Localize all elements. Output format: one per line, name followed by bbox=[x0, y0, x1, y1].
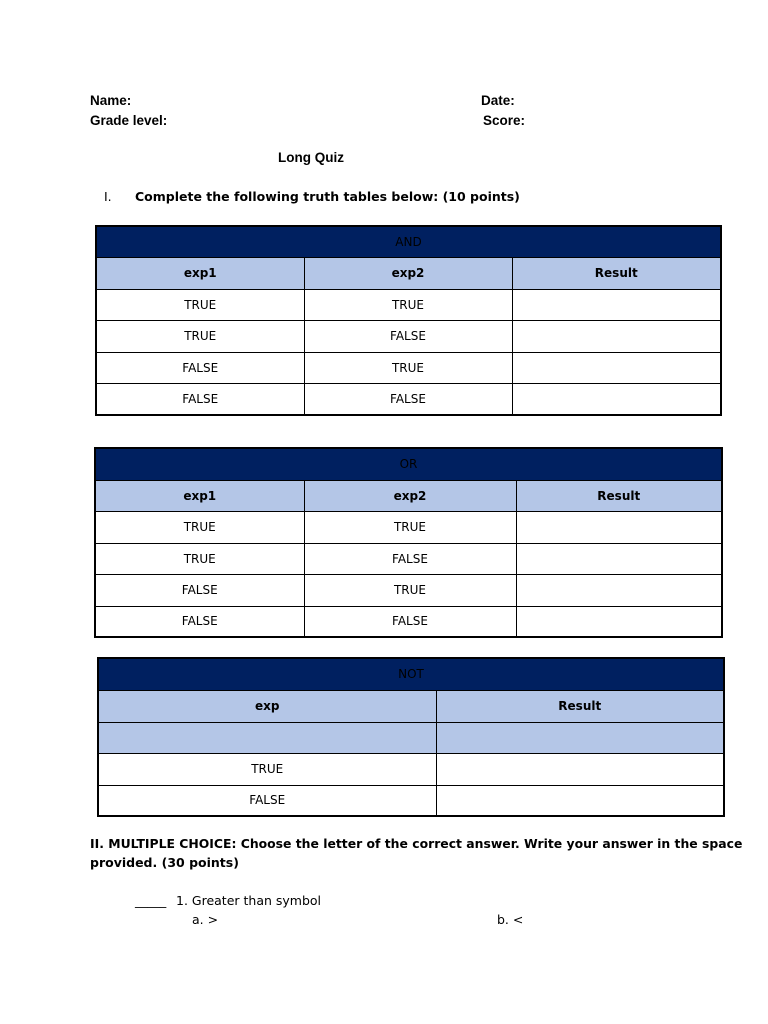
and-header-result: Result bbox=[512, 257, 721, 289]
or-row4-exp2: FALSE bbox=[304, 606, 516, 637]
and-row2-exp2: FALSE bbox=[304, 320, 512, 352]
and-row2-result[interactable] bbox=[512, 320, 721, 352]
and-header-exp1: exp1 bbox=[96, 257, 304, 289]
or-row1-exp2: TRUE bbox=[304, 511, 516, 543]
not-header-exp: exp bbox=[98, 690, 436, 722]
or-header-exp2: exp2 bbox=[304, 480, 516, 511]
or-header-result: Result bbox=[516, 480, 722, 511]
or-header-exp1: exp1 bbox=[95, 480, 304, 511]
question-1-text: 1. Greater than symbol bbox=[176, 893, 322, 908]
not-row3-exp: FALSE bbox=[98, 785, 436, 816]
and-row4-exp1: FALSE bbox=[96, 383, 304, 415]
grade-level-label: Grade level: bbox=[90, 113, 168, 128]
section-2-instruction-line2: provided. (30 points) bbox=[90, 855, 239, 870]
or-row4-result[interactable] bbox=[516, 606, 722, 637]
and-row2-exp1: TRUE bbox=[96, 320, 304, 352]
section-1-number: I. bbox=[104, 189, 112, 204]
not-header-result: Result bbox=[436, 690, 724, 722]
or-row1-exp1: TRUE bbox=[95, 511, 304, 543]
question-1-option-a: a. > bbox=[192, 912, 219, 927]
not-row2-result[interactable] bbox=[436, 753, 724, 785]
section-2-instruction-line1: II. MULTIPLE CHOICE: Choose the letter of the correct answer. Write your answer in the space bbox=[90, 836, 743, 851]
not-row3-result[interactable] bbox=[436, 785, 724, 816]
or-row4-exp1: FALSE bbox=[95, 606, 304, 637]
and-row1-result[interactable] bbox=[512, 289, 721, 320]
section-1-instruction: Complete the following truth tables below: (10 points) bbox=[135, 189, 520, 204]
or-table-title: OR bbox=[95, 448, 722, 480]
and-header-exp2: exp2 bbox=[304, 257, 512, 289]
and-row3-exp2: TRUE bbox=[304, 352, 512, 383]
name-label: Name: bbox=[90, 93, 132, 108]
and-row1-exp2: TRUE bbox=[304, 289, 512, 320]
or-row3-exp2: TRUE bbox=[304, 574, 516, 606]
or-row3-exp1: FALSE bbox=[95, 574, 304, 606]
and-truth-table bbox=[95, 225, 722, 416]
not-row1-result bbox=[436, 722, 724, 753]
and-row3-result[interactable] bbox=[512, 352, 721, 383]
date-label: Date: bbox=[481, 93, 515, 108]
not-truth-table bbox=[97, 657, 725, 817]
or-truth-table bbox=[94, 447, 723, 638]
score-label: Score: bbox=[483, 113, 526, 128]
question-1-answer-blank[interactable]: _____ bbox=[135, 893, 167, 908]
question-1-option-b: b. < bbox=[497, 912, 524, 927]
or-row3-result[interactable] bbox=[516, 574, 722, 606]
not-row2-exp: TRUE bbox=[98, 753, 436, 785]
and-row4-result[interactable] bbox=[512, 383, 721, 415]
and-row4-exp2: FALSE bbox=[304, 383, 512, 415]
or-row2-result[interactable] bbox=[516, 543, 722, 574]
and-row3-exp1: FALSE bbox=[96, 352, 304, 383]
or-row1-result[interactable] bbox=[516, 511, 722, 543]
page-title: Long Quiz bbox=[278, 150, 344, 165]
and-table-title: AND bbox=[96, 226, 721, 257]
or-row2-exp2: FALSE bbox=[304, 543, 516, 574]
not-row1-exp bbox=[98, 722, 436, 753]
not-table-title: NOT bbox=[98, 658, 724, 690]
and-row1-exp1: TRUE bbox=[96, 289, 304, 320]
or-row2-exp1: TRUE bbox=[95, 543, 304, 574]
